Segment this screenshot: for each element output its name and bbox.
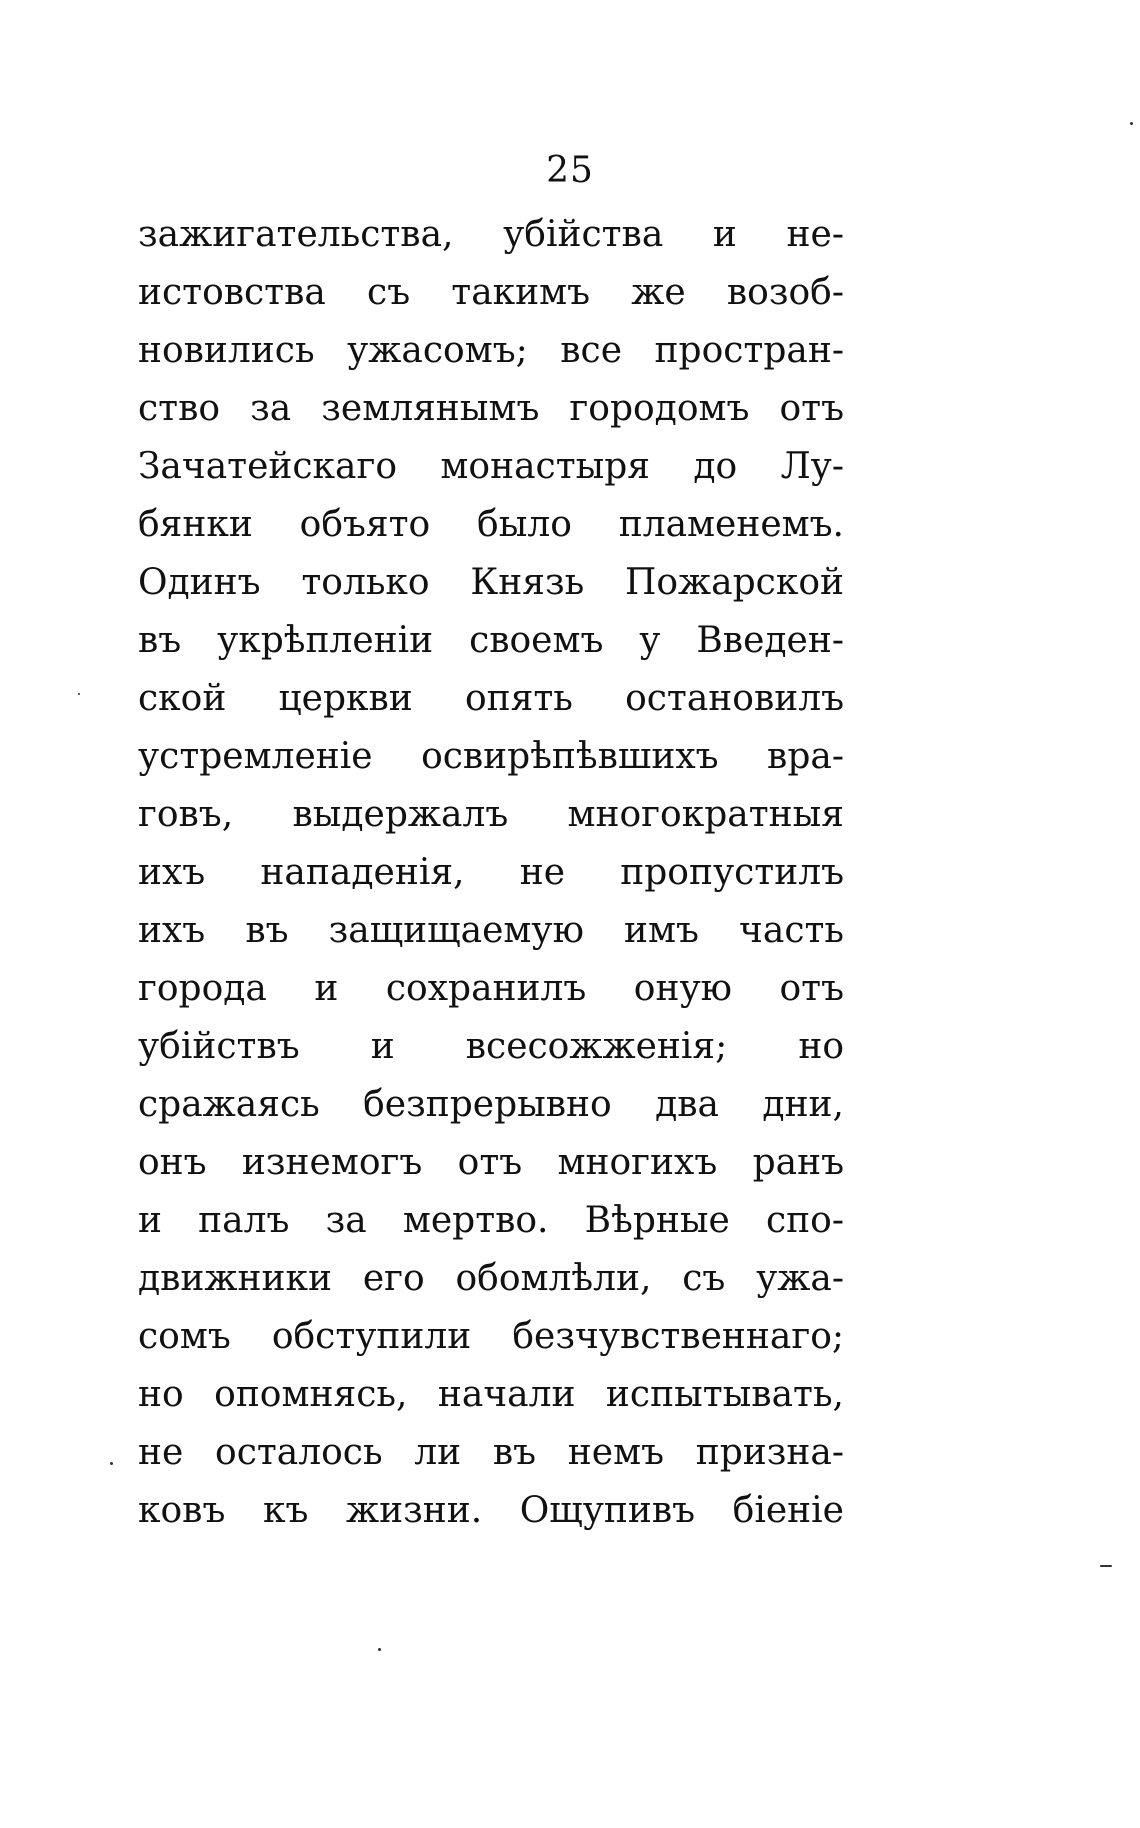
text-line: Одинъ только Князь Пожарской (138, 562, 844, 603)
scan-speck (1130, 122, 1133, 125)
text-line: бянки объято было пламенемъ. (138, 504, 844, 545)
text-line: истовства съ такимъ же возоб- (138, 272, 844, 313)
text-line: зажигательства, убійства и не- (138, 214, 844, 255)
text-line: ихъ нападенія, не пропустилъ (138, 852, 844, 893)
text-line: онъ изнемогъ отъ многихъ ранъ (138, 1142, 844, 1183)
text-line: въ укрѣпленіи своемъ у Введен- (138, 620, 844, 661)
text-line: сражаясь безпрерывно два дни, (138, 1084, 844, 1125)
scan-speck (110, 1462, 113, 1465)
text-line: но опомнясь, начали испытывать, (138, 1374, 844, 1415)
text-line: устремленіе освирѣпѣвшихъ вра- (138, 736, 844, 777)
text-line: говъ, выдержалъ многократныя (138, 794, 844, 835)
text-line: движники его обомлѣли, съ ужа- (138, 1258, 844, 1299)
text-line: ство за землянымъ городомъ отъ (138, 388, 844, 429)
text-line: ихъ въ защищаемую имъ часть (138, 910, 844, 951)
body-text (138, 206, 844, 1540)
text-line: ской церкви опять остановилъ (138, 678, 844, 719)
scan-speck (1100, 1565, 1112, 1567)
page-number: 25 (546, 150, 594, 191)
scan-speck (378, 1648, 381, 1651)
text-line: сомъ обступили безчувственнаго; (138, 1316, 844, 1357)
text-line: не осталось ли въ немъ призна- (138, 1432, 844, 1473)
text-line: и палъ за мертво. Вѣрные спо- (138, 1200, 844, 1241)
scan-speck (78, 693, 80, 695)
text-line: города и сохранилъ оную отъ (138, 968, 844, 1009)
text-line: новились ужасомъ; все простран- (138, 330, 844, 371)
text-line: ковъ къ жизни. Ощупивъ біеніе (138, 1490, 844, 1531)
text-line: Зачатейскаго монастыря до Лу- (138, 446, 844, 487)
text-line: убійствъ и всесожженія; но (138, 1026, 844, 1067)
